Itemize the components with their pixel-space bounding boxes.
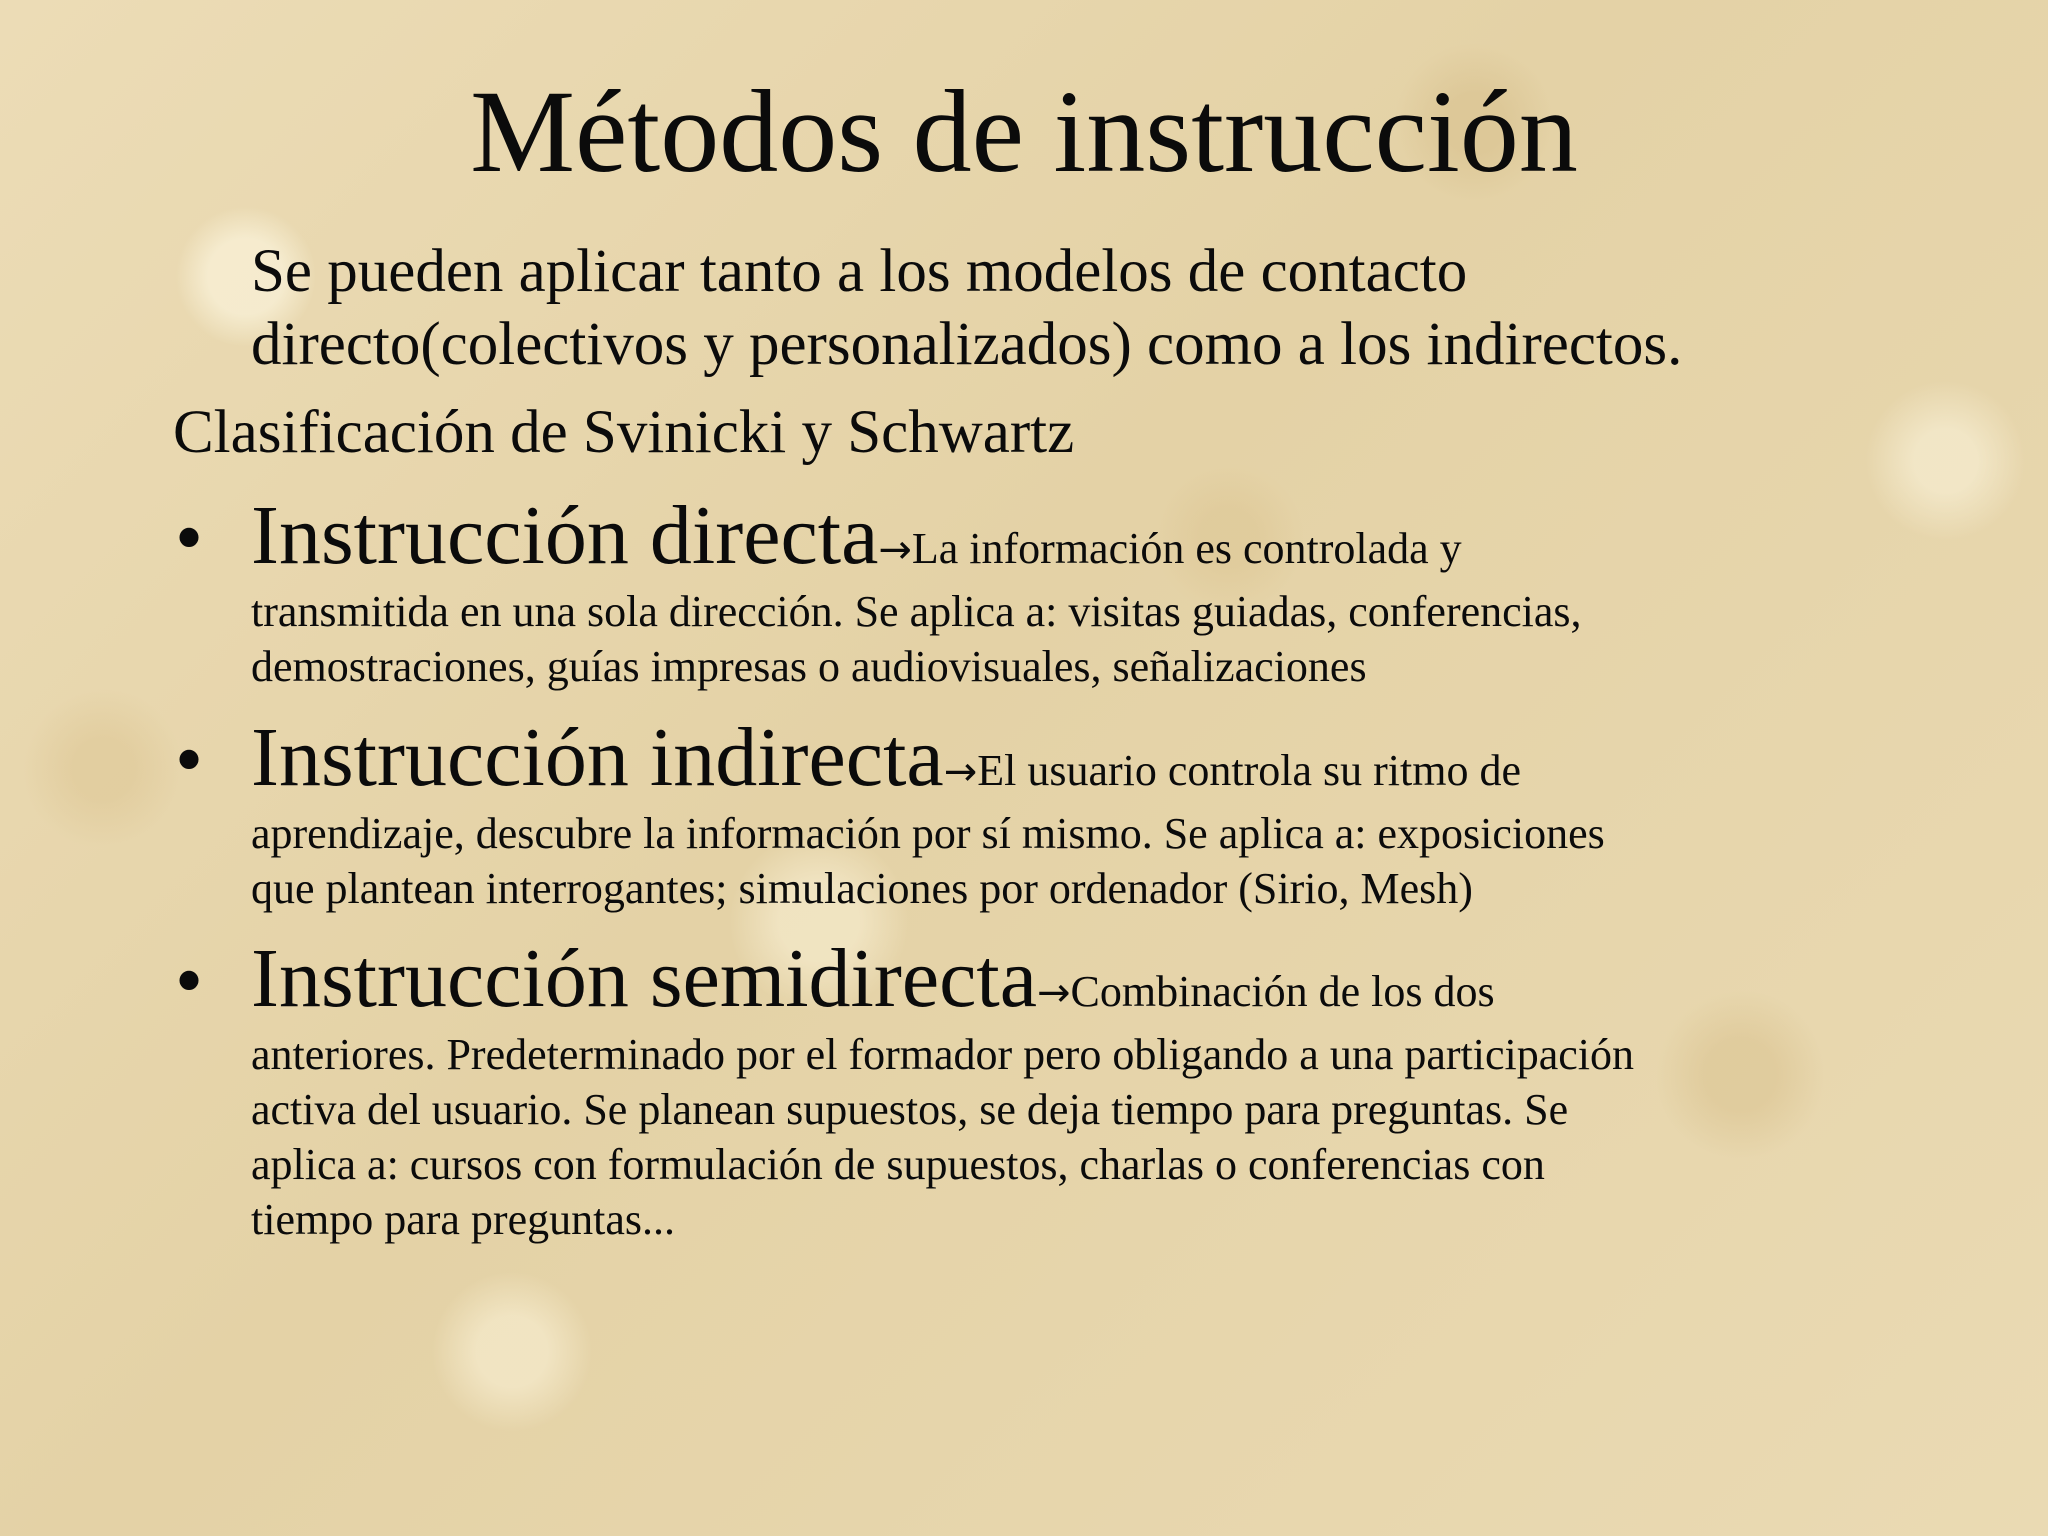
intro-line: Se pueden aplicar tanto a los modelos de contacto <box>251 238 1468 305</box>
bullet-text: que plantean interrogantes; simulaciones por ordenador (Sirio, Mesh) <box>251 864 1473 913</box>
bullet-text: transmitida en una sola dirección. Se aplica a: visitas guiadas, conferencias, <box>251 587 1582 636</box>
bullet-item-indirecta <box>175 710 1901 916</box>
classification-heading: Clasificación de Svinicki y Schwartz <box>173 399 1075 466</box>
intro-line: directo(colectivos y personalizados) como a los indirectos. <box>251 311 1683 378</box>
bullet-text: aprendizaje, descubre la información por sí mismo. Se aplica a: exposiciones <box>251 809 1605 858</box>
arrow-right-icon: → <box>878 527 912 573</box>
bullet-text: El usuario controla su ritmo de <box>977 746 1522 795</box>
bullet-text: tiempo para preguntas... <box>251 1195 675 1244</box>
bullet-text: activa del usuario. Se planean supuestos, se deja tiempo para preguntas. Se <box>251 1085 1569 1134</box>
bullet-item-semidirecta <box>175 931 1901 1247</box>
bullet-dot: • <box>175 494 204 582</box>
bullet-text: Combinación de los dos <box>1070 967 1495 1016</box>
bullet-item-directa <box>175 488 1901 694</box>
bullet-heading: Instrucción indirecta <box>251 711 944 804</box>
bullet-dot: • <box>175 716 204 804</box>
slide-title: Métodos de instrucción <box>470 66 1578 197</box>
bullet-dot: • <box>175 937 204 1025</box>
intro-paragraph <box>251 235 1951 381</box>
bullet-text: aplica a: cursos con formulación de supuestos, charlas o conferencias con <box>251 1140 1545 1189</box>
bullet-text: La información es controlada y <box>911 524 1462 573</box>
arrow-right-icon: → <box>943 749 978 795</box>
bullet-text: demostraciones, guías impresas o audiovisuales, señalizaciones <box>251 642 1367 691</box>
arrow-right-icon: → <box>1037 970 1071 1016</box>
bullet-text: anteriores. Predeterminado por el formador pero obligando a una participación <box>251 1030 1635 1079</box>
bullet-heading: Instrucción directa <box>251 489 879 582</box>
bullet-heading: Instrucción semidirecta <box>251 932 1038 1025</box>
